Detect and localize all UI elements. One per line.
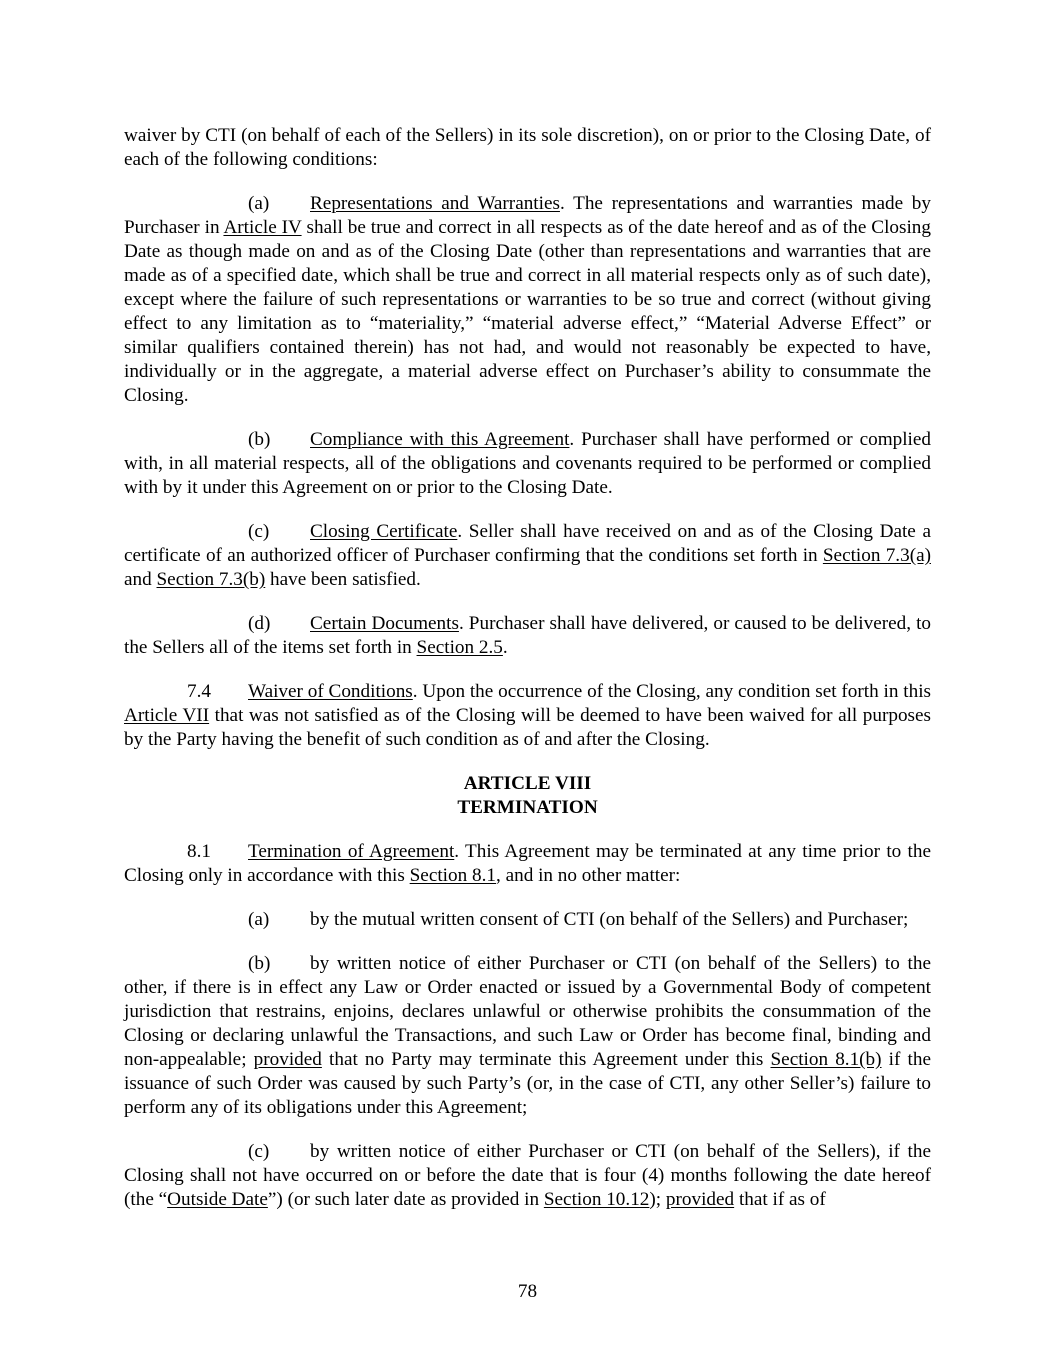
section-8-1-c: (c) by written notice of either Purchaser or CTI (on behalf of the Sellers), if the Closing shall not have occurred on or before the date that is four (4) months following the date hereof (the “Outside Date”) (or such later date as provided in Section 10.12); provided that if as of (124, 1141, 931, 1210)
intro-paragraph: waiver by CTI (on behalf of each of the Sellers) in its sole discretion), on or prior to the Closing Date, of each of the following conditions: (124, 125, 931, 170)
defined-term: provided (665, 1189, 735, 1210)
page-number: 78 (517, 1281, 538, 1302)
cross-reference: Section 7.3(a) (822, 545, 931, 566)
clause-marker: (d) (248, 613, 271, 634)
clause-marker: (c) (248, 521, 270, 542)
section-7-3-b: (b) Compliance with this Agreement. Purchaser shall have performed or complied with, in all material respects, all of the obligations and covenants required to be performed or complied with by it under this Agreement on or prior to the Closing Date. (124, 429, 931, 498)
clause-title: Closing Certificate (310, 521, 458, 542)
defined-term: provided (253, 1049, 322, 1070)
clause-title: Representations and Warranties (310, 193, 560, 214)
section-7-3-a: (a) Representations and Warranties. The representations and warranties made by Purchaser in Article IV shall be true and correct in all respects as of the date hereof and as of the Closing Date as though made on and as of the Closing Date (other than representations and warranties that are made as of a specified date, which shall be true and correct in all material respects only as of such date), except where the failure of such representations or warranties to be so true and correct (without giving effect to any limitation as to “materiality,” “material adverse effect,” “Material Adverse Effect” or similar qualifiers contained therein) has not had, and would not reasonably be expected to have, individually or in the aggregate, a material adverse effect on Purchaser’s ability to consummate the Closing. (124, 193, 931, 406)
cross-reference: Article VII (124, 705, 210, 726)
cross-reference: Section 7.3(b) (156, 569, 266, 590)
section-number: 7.4 (187, 681, 211, 702)
cross-reference: Section 8.1 (409, 865, 496, 886)
clause-marker: (b) (248, 429, 271, 450)
section-title: Termination of Agreement (248, 841, 455, 862)
cross-reference: Section 8.1(b) (770, 1049, 882, 1070)
section-7-3-c: (c) Closing Certificate. Seller shall have received on and as of the Closing Date a certificate of an authorized officer of Purchaser confirming that the conditions set forth in Section 7.3(a) and Section 7.3(b) have been satisfied. (124, 521, 931, 590)
section-7-3-d: (d) Certain Documents. Purchaser shall have delivered, or caused to be delivered, to the Sellers all of the items set forth in Section 2.5. (124, 613, 931, 658)
section-8-1-a: (a) by the mutual written consent of CTI (on behalf of the Sellers) and Purchaser; (248, 909, 909, 930)
clause-title: Certain Documents (310, 613, 459, 634)
section-8-1: 8.1 Termination of Agreement. This Agreement may be terminated at any time prior to the Closing only in accordance with this Section 8.1, and in no other matter: (124, 841, 931, 886)
section-title: Waiver of Conditions (248, 681, 413, 702)
document-page (124, 124, 931, 1232)
defined-term: Outside Date (167, 1189, 268, 1210)
clause-marker: (c) (248, 1141, 270, 1162)
article-title: TERMINATION (457, 797, 598, 818)
cross-reference: Article IV (223, 217, 302, 238)
cross-reference: Section 10.12 (543, 1189, 650, 1210)
clause-marker: (b) (248, 953, 271, 974)
article-heading (124, 772, 931, 820)
cross-reference: Section 2.5 (416, 637, 503, 658)
clause-marker: (a) (248, 193, 270, 214)
section-8-1-b: (b) by written notice of either Purchaser or CTI (on behalf of the Sellers) to the other, if there is in effect any Law or Order enacted or issued by a Governmental Body of competent jurisdiction that restrains, enjoins, declares unlawful or otherwise prohibits the consummation of the Closing or declaring unlawful the Transactions, and such Law or Order has become final, binding and non-appealable; provided that no Party may terminate this Agreement under this Section 8.1(b) if the issuance of such Order was caused by such Party’s (or, in the case of CTI, any other Seller’s) failure to perform any of its obligations under this Agreement; (124, 953, 931, 1118)
section-number: 8.1 (187, 841, 211, 862)
clause-marker: (a) (248, 909, 270, 930)
section-7-4: 7.4 Waiver of Conditions. Upon the occurrence of the Closing, any condition set forth in this Article VII that was not satisfied as of the Closing will be deemed to have been waived for all purposes by the Party having the benefit of such condition as of and after the Closing. (124, 681, 931, 750)
article-number: ARTICLE VIII (463, 773, 592, 794)
clause-title: Compliance with this Agreement (310, 429, 570, 450)
